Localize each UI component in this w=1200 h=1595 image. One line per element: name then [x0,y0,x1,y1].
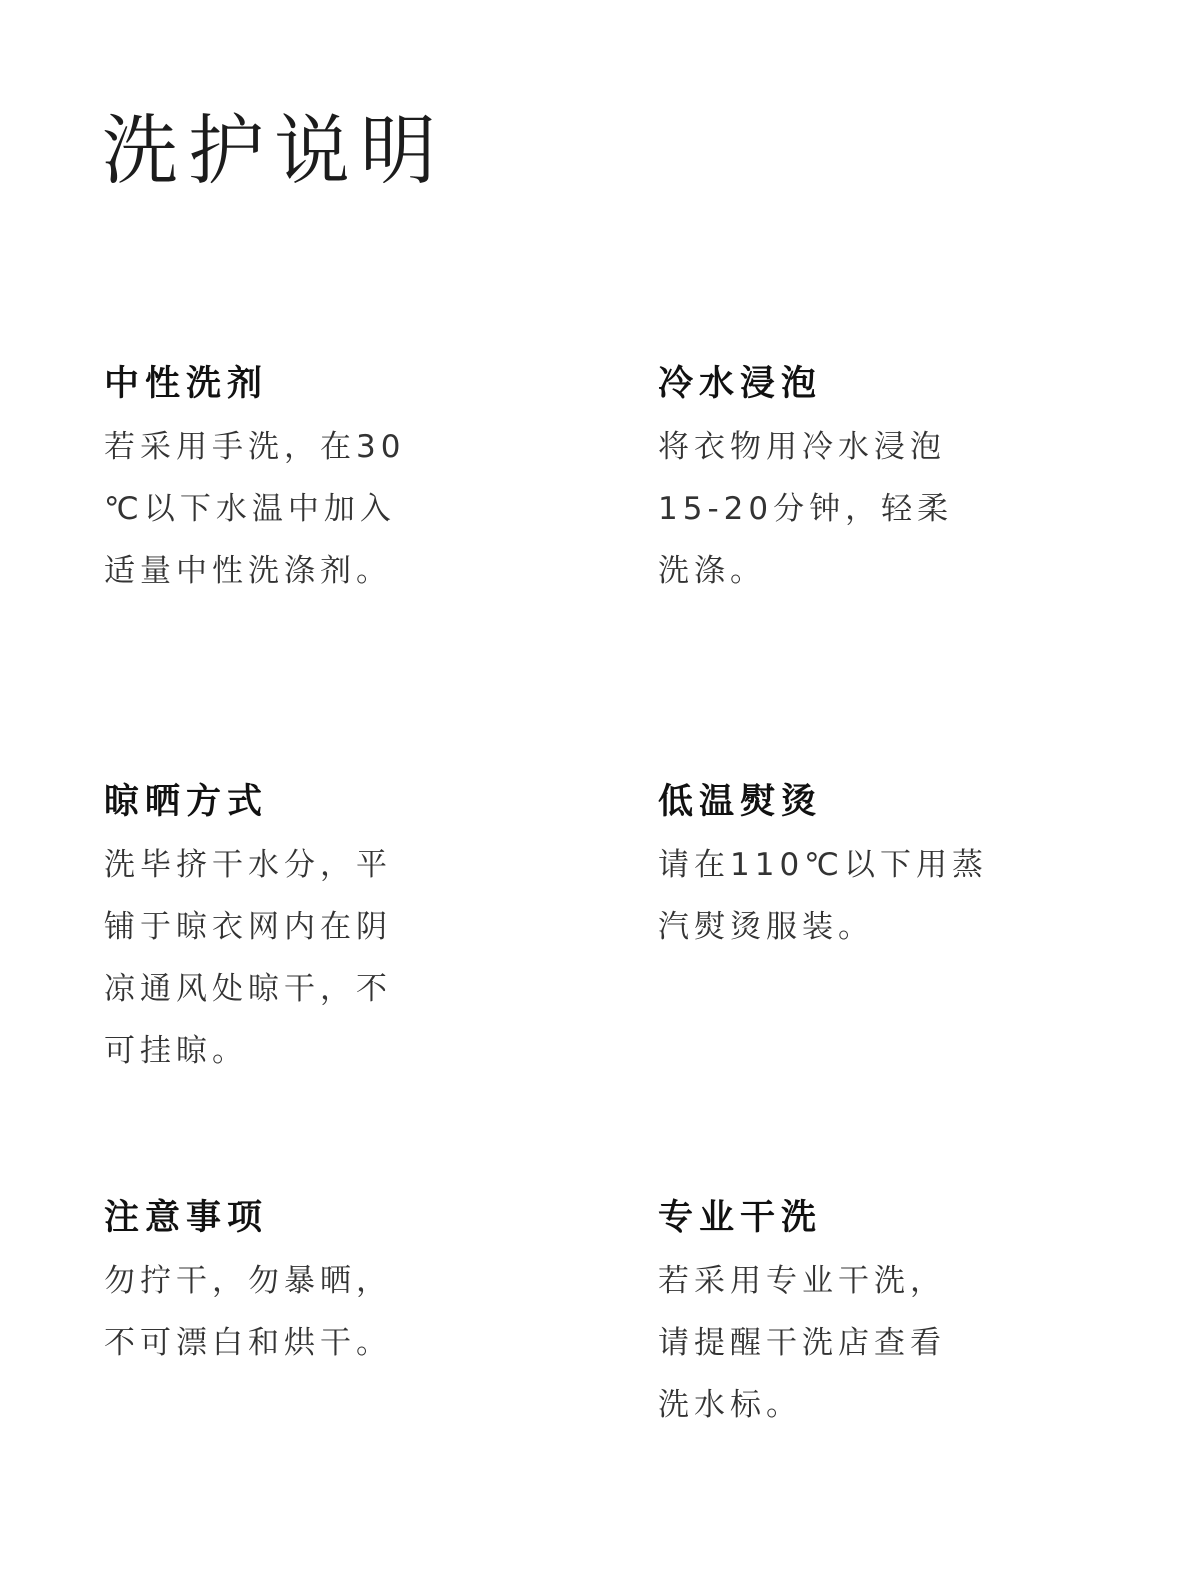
section-heading: 专业干洗 [658,1198,823,1238]
body-line: 洗毕挤干水分，平 [104,847,392,883]
section-drying-method [104,782,464,1082]
section-heading: 注意事项 [104,1198,269,1238]
body-line: 若采用专业干洗， [658,1263,946,1299]
body-line: 不可漂白和烘干。 [104,1325,392,1361]
section-body [658,834,1018,958]
body-line: 15-20分钟，轻柔 [658,491,954,527]
section-low-temp-ironing [658,782,1018,958]
section-body [104,416,464,602]
section-heading: 低温熨烫 [658,782,823,822]
body-line: 铺于晾衣网内在阴 [104,909,392,945]
section-heading: 冷水浸泡 [658,364,823,404]
section-body [658,1250,1018,1436]
page-title: 洗护说明 [102,105,446,195]
body-line: 洗涤。 [658,553,766,589]
section-professional-dry-clean [658,1198,1018,1436]
section-neutral-detergent [104,364,464,602]
body-line: 勿拧干，勿暴晒， [104,1263,392,1299]
body-line: 可挂晾。 [104,1033,248,1069]
body-line: 汽熨烫服装。 [658,909,874,945]
section-body [104,834,464,1082]
body-line: 将衣物用冷水浸泡 [658,429,946,465]
body-line: ℃以下水温中加入 [104,491,396,527]
body-line: 若采用手洗，在30 [104,429,406,465]
body-line: 凉通风处晾干，不 [104,971,392,1007]
section-body [658,416,1018,602]
body-line: 请在110℃以下用蒸 [658,847,988,883]
body-line: 洗水标。 [658,1387,802,1423]
section-cold-soak [658,364,1018,602]
section-heading: 中性洗剂 [104,364,269,404]
body-line: 请提醒干洗店查看 [658,1325,946,1361]
section-body [104,1250,464,1374]
section-heading: 晾晒方式 [104,782,269,822]
body-line: 适量中性洗涤剂。 [104,553,392,589]
section-precautions [104,1198,464,1374]
